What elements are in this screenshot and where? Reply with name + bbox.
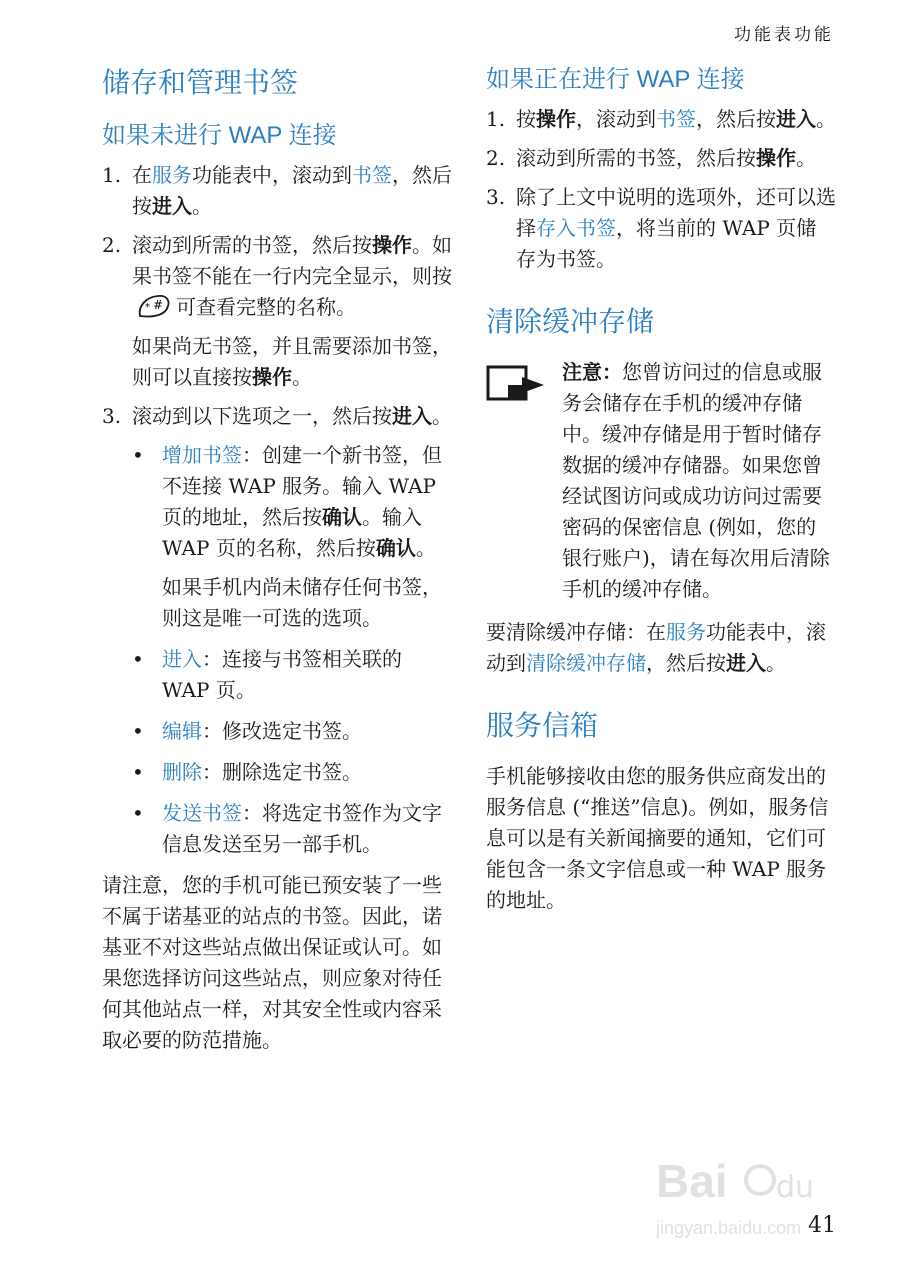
softkey-options: 操作 [372, 233, 412, 257]
step-2: 2. 滚动到所需的书签，然后按操作。如果书签不能在一行内完全显示，则按 * # 可查看完整的名称。 如果尚无书签，并且需要添加书签，则可以直接按操作。 [102, 233, 452, 389]
option-send-bookmark: • 发送书签：将选定书签作为文字信息发送至另一部手机。 [132, 801, 442, 856]
subsection-title-no-wap: 如果未进行 WAP 连接 [102, 122, 337, 149]
page-number: 41 [808, 1213, 836, 1238]
svg-text:jingyan.baidu.com: jingyan.baidu.com [656, 1218, 802, 1238]
right-column [486, 62, 836, 916]
note-icon [486, 363, 548, 403]
options-list [132, 440, 454, 860]
section-title-bookmarks: 储存和管理书签 [102, 67, 299, 98]
service-inbox-paragraph: 手机能够接收由您的服务供应商发出的服务信息 (“推送”信息)。例如，服务信息可以是有关新闻摘要的通知，它们可能包含一条文字信息或一种 WAP 服务的地址。 [486, 764, 829, 912]
step-3: 3. 滚动到以下选项之一，然后按进入。 • 增加书签：创建一个新书签，但不连接 WAP 服务。输入 WAP 页的地址，然后按确认。输入 WAP 页的名称，然后按确认。 如果手机内尚未储存任何书签，则这是唯一可选的选项。 • 进入：连接与书签相关联的 WAP 页。 • 编辑：修改选定书签。 • 删除：删除选定书签。 • 发送书签：将选定书签作为文字信息发送至另一部手机。 [102, 401, 454, 860]
disclaimer-paragraph: 请注意，您的手机可能已预安装了一些不属于诺基亚的站点的书签。因此，诺基亚不对这些站点做出保证或认可。如果您选择访问这些站点，则应象对待任何其他站点一样，对其安全性或内容采取必要的防范措施。 [102, 873, 442, 1052]
softkey-enter: 进入 [392, 404, 432, 428]
step-2: 2. 滚动到所需的书签，然后按操作。 [486, 146, 816, 170]
step-3: 3. 除了上文中说明的选项外，还可以选择存入书签，将当前的 WAP 页储存为书签。 [486, 185, 836, 271]
menu-link-services: 服务 [152, 163, 192, 187]
section-title-service-inbox: 服务信箱 [486, 710, 599, 741]
step-1: 1. 在服务功能表中，滚动到书签，然后按进入。 [102, 163, 452, 218]
svg-text:*: * [145, 302, 150, 313]
section-title-clear-cache: 清除缓冲存储 [486, 306, 655, 337]
steps-list-wap [486, 104, 836, 275]
menu-link-bookmarks: 书签 [352, 163, 392, 187]
hash-key-icon [136, 294, 172, 320]
steps-list [102, 160, 454, 860]
subsection-title-wap-active: 如果正在进行 WAP 连接 [486, 66, 745, 93]
svg-text:Bai: Bai [656, 1155, 728, 1207]
option-add-bookmark: • 增加书签：创建一个新书签，但不连接 WAP 服务。输入 WAP 页的地址，然后按确认。输入 WAP 页的名称，然后按确认。 如果手机内尚未储存任何书签，则这是唯一可选的选项。 [132, 443, 442, 630]
option-go-to: • 进入：连接与书签相关联的 WAP 页。 [132, 647, 402, 702]
note-block: 注意：您曾访问过的信息或服务会储存在手机的缓冲存储中。缓冲存储是用于暂时储存数据的缓冲存储器。如果您曾经试图访问或成功访问过需要密码的保密信息 (例如，您的银行账户)，请在每次用后清除手机的缓冲存储。 [486, 357, 836, 605]
option-edit: • 编辑：修改选定书签。 [132, 719, 362, 743]
option-delete: • 删除：删除选定书签。 [132, 760, 362, 784]
running-header: 功能表功能 [734, 25, 834, 45]
svg-text:du: du [776, 1170, 815, 1205]
left-column [102, 62, 454, 1056]
step-1: 1. 按操作，滚动到书签，然后按进入。 [486, 107, 836, 131]
clear-cache-paragraph: 要清除缓冲存储：在服务功能表中，滚动到清除缓冲存储，然后按进入。 [486, 620, 826, 675]
svg-text:#: # [153, 298, 164, 312]
softkey-enter: 进入 [152, 194, 192, 218]
